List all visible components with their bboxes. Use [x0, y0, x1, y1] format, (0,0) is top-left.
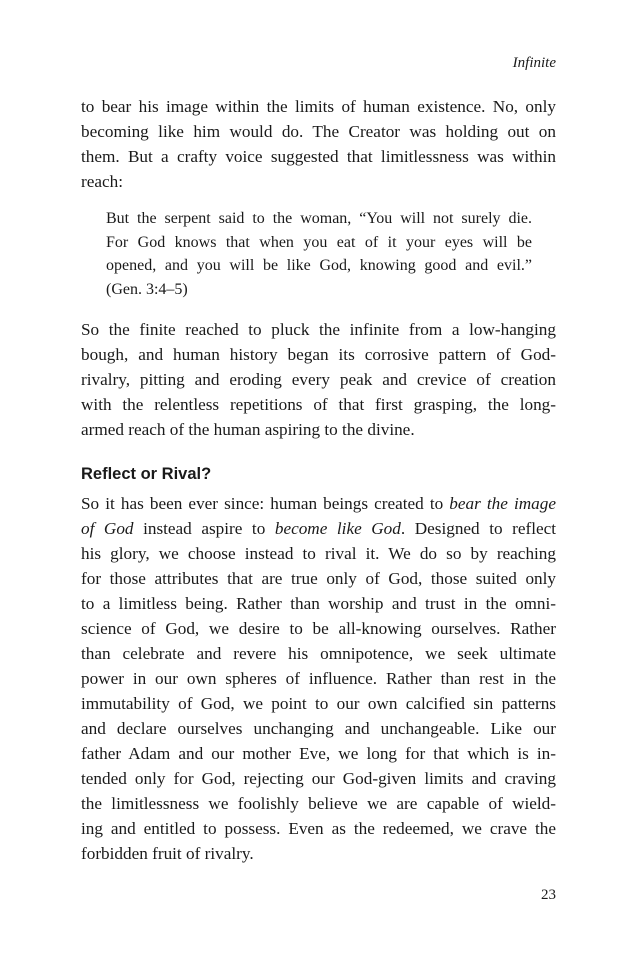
text-line: with the relentless repetitions of that first grasping, the long-: [81, 395, 556, 414]
text-line: ing and entitled to possess. Even as the redeemed, we crave the: [81, 819, 556, 838]
text-line: them. But a crafty voice suggested that limitlessness was within: [81, 147, 556, 166]
text-line: to a limitless being. Rather than worship and trust in the omni-: [81, 594, 556, 613]
quote-line: But the serpent said to the woman, “You will not surely die.: [106, 210, 532, 227]
text-run: So it has been ever since: human beings created to: [81, 494, 450, 513]
text-line: [81, 491, 556, 516]
quote-citation: (Gen. 3:4–5): [106, 280, 188, 298]
text-line: immutability of God, we point to our own calcified sin patterns: [81, 694, 556, 713]
running-head: Infinite: [512, 55, 556, 71]
text-line: his glory, we choose instead to rival it. We do so by reaching: [81, 544, 556, 563]
text-line: armed reach of the human aspiring to the divine.: [81, 420, 415, 439]
text-line: to bear his image within the limits of human existence. No, only: [81, 97, 556, 116]
text-line: [81, 516, 556, 541]
quote-line: opened, and you will be like God, knowing good and evil.”: [106, 257, 532, 275]
italic-text: of God: [81, 519, 134, 538]
text-line: forbidden fruit of rivalry.: [81, 844, 254, 863]
text-line: power in our own spheres of influence. Rather than rest in the: [81, 669, 556, 688]
paragraph-3: [81, 491, 556, 866]
text-line: science of God, we desire to be all-knowing ourselves. Rather: [81, 619, 556, 638]
text-line: than celebrate and revere his omnipotence, we seek ultimate: [81, 644, 556, 663]
text-line: So the finite reached to pluck the infinite from a low-hanging: [81, 320, 556, 339]
text-run: . Designed to reflect: [400, 519, 557, 538]
text-line: tended only for God, rejecting our God-given limits and craving: [81, 769, 556, 788]
scripture-quote: [106, 207, 532, 301]
section-heading: Reflect or Rival?: [81, 465, 212, 483]
quote-line: For God knows that when you eat of it your eyes will be: [106, 233, 532, 251]
text-line: the limitlessness we foolishly believe we are capable of wield-: [81, 794, 556, 813]
italic-text: bear the image: [449, 494, 556, 513]
text-line: becoming like him would do. The Creator was holding out on: [81, 122, 556, 141]
text-line: reach:: [81, 172, 123, 191]
page-number: 23: [541, 887, 556, 903]
italic-text: become like God: [274, 519, 401, 538]
text-line: bough, and human history began its corrosive pattern of God-: [81, 345, 556, 364]
text-run: instead aspire to: [133, 519, 275, 538]
text-line: for those attributes that are true only of God, those suited only: [81, 569, 556, 588]
text-line: and declare ourselves unchanging and unchangeable. Like our: [81, 719, 556, 738]
paragraph-1: [81, 94, 556, 194]
text-line: father Adam and our mother Eve, we long for that which is in-: [81, 744, 556, 763]
text-line: rivalry, pitting and eroding every peak and crevice of creation: [81, 370, 556, 389]
paragraph-2: [81, 317, 556, 442]
